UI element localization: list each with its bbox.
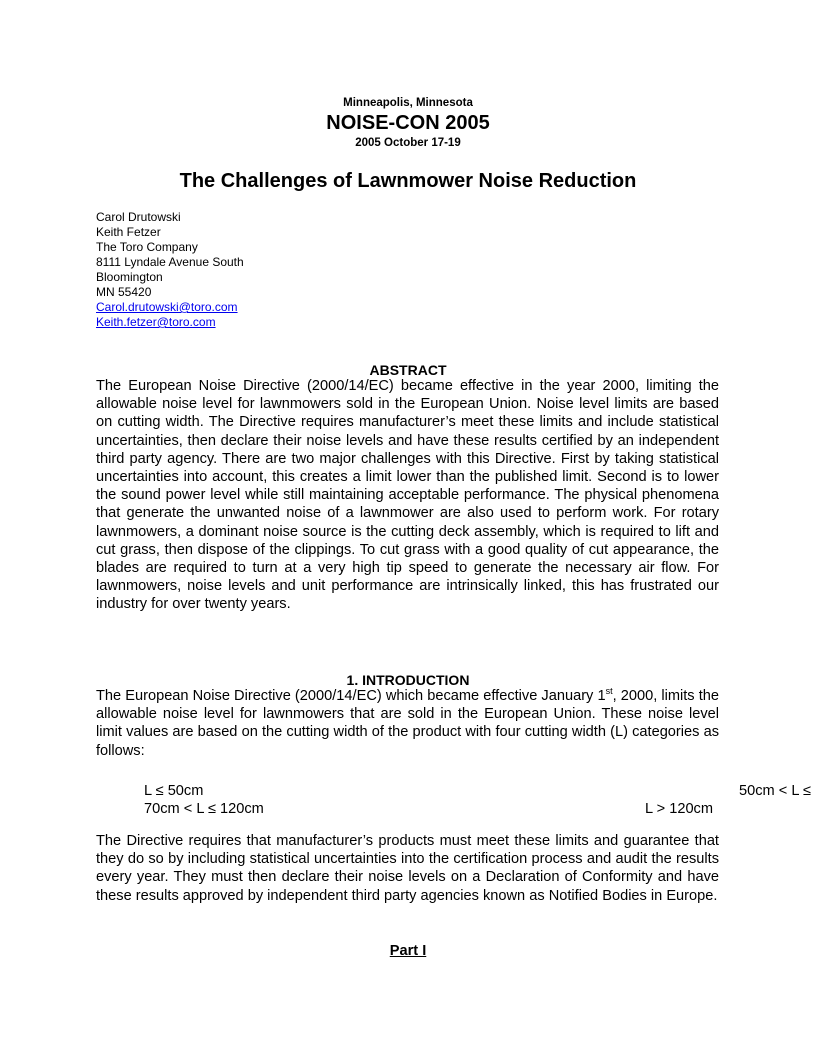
cutting-width-category: 50cm < L ≤ (739, 783, 811, 799)
author-postcode: MN 55420 (96, 285, 152, 299)
cutting-width-category: 70cm < L ≤ 120cm (144, 801, 264, 817)
author-city: Bloomington (96, 270, 163, 284)
cutting-width-category: L > 120cm (645, 801, 714, 817)
directive-paragraph: The Directive requires that manufacturer’s products must meet these limits and guarantee that they do so by including statistical uncertainties into the certification process and audit the results every year. They must then declare their noise levels on a Declaration of Conformity and have these results approved by independent third party agencies known as Notified Bodies in Europe. (96, 833, 719, 904)
conference-location: Minneapolis, Minnesota (343, 97, 473, 109)
author-name: Carol Drutowski (96, 210, 181, 224)
conference-name: NOISE-CON 2005 (326, 112, 490, 134)
paper-title: The Challenges of Lawnmower Noise Reduction (179, 170, 637, 192)
author-affiliation: The Toro Company (96, 240, 198, 254)
introduction-heading: 1. INTRODUCTION (346, 672, 470, 688)
introduction-text-end: , 2000, limits the allowable noise level for lawnmowers that are sold in the European Union. These noise level limit values are based on the cutting width of the product with four cutting width (L) categories as follows: (96, 688, 719, 759)
introduction-text-start: The European Noise Directive (2000/14/EC) which became effective January 1 (96, 688, 606, 704)
email-link[interactable]: Keith.fetzer@toro.com (96, 315, 216, 329)
introduction-paragraph (96, 687, 719, 760)
conference-dates: 2005 October 17-19 (355, 137, 461, 149)
cutting-width-category: L ≤ 50cm (144, 783, 204, 799)
abstract-heading: ABSTRACT (369, 362, 447, 378)
superscript: st (605, 686, 613, 697)
part-heading: Part I (389, 943, 427, 959)
abstract-text: The European Noise Directive (2000/14/EC) became effective in the year 2000, limiting the allowable noise level for lawnmowers sold in the European Union. Noise level limits are based on cutting width. The Directive requires manufacturer’s meet these limits and include statistical uncertainties, then declare their noise levels and have these results certified by an independent third party agency. There are two major challenges with this Directive. First by taking statistical uncertainties into account, this creates a limit lower than the published limit. Second is to lower the sound power level while still maintaining acceptable performance. The physical phenomena that generate the unwanted noise of a lawnmower are also used to perform work. For rotary lawnmowers, a dominant noise source is the cutting deck assembly, which is required to lift and cut grass, then dispose of the clippings. To cut grass with a good quality of cut appearance, the blades are required to turn at a very high tip speed to generate the necessary air flow. For lawnmowers, noise levels and unit performance are intrinsically linked, this has frustrated our industry for over twenty years. (96, 378, 719, 613)
author-address: 8111 Lyndale Avenue South (96, 255, 244, 269)
email-link[interactable]: Carol.drutowski@toro.com (96, 300, 238, 314)
author-name: Keith Fetzer (96, 225, 161, 239)
author-block (96, 210, 244, 330)
